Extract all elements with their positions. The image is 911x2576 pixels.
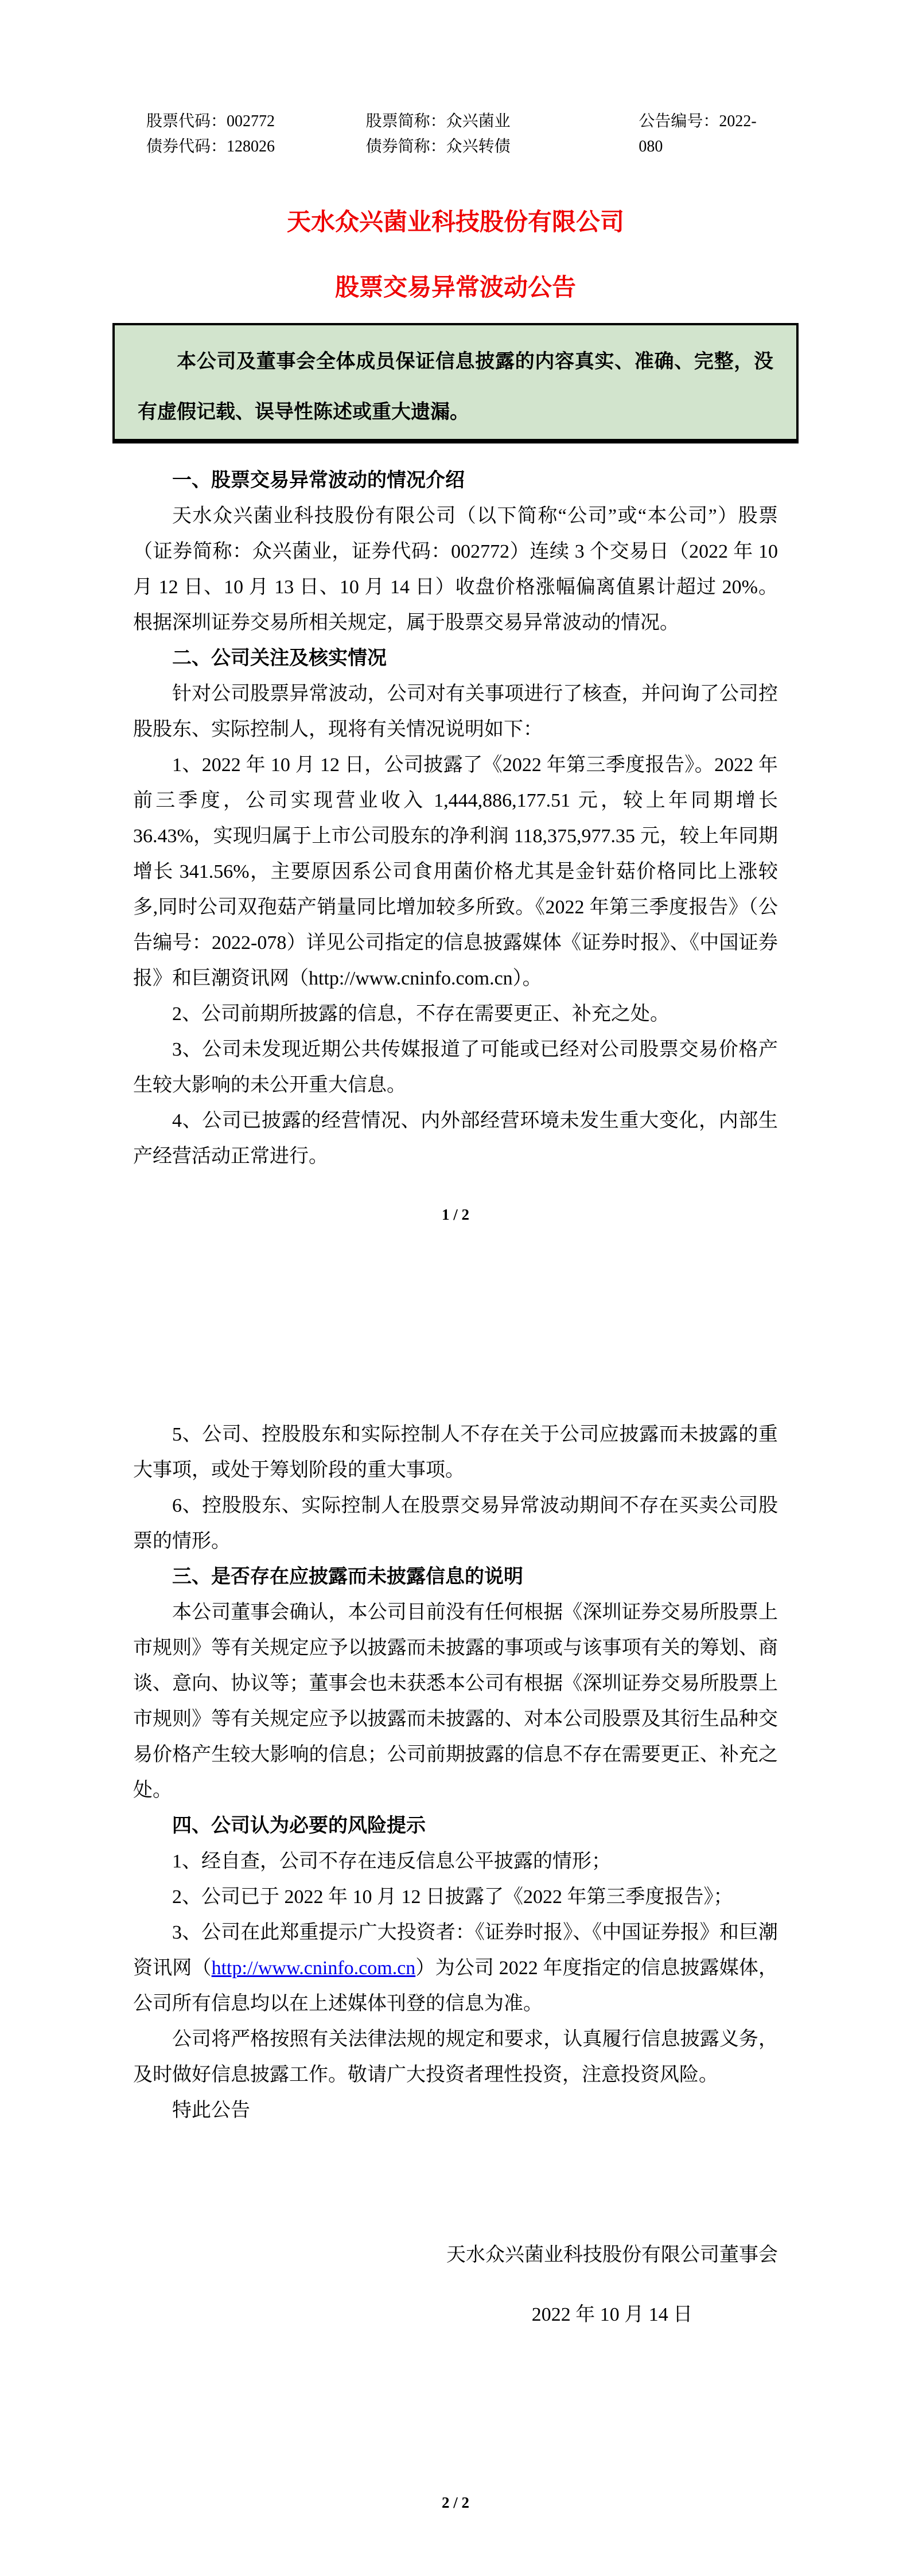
stock-name: 股票简称：众兴菌业 <box>365 112 511 130</box>
section-heading: 一、股票交易异常波动的情况介绍 <box>172 470 465 491</box>
signature-company: 天水众兴菌业科技股份有限公司董事会 <box>446 2244 778 2266</box>
body-paragraph-with-link <box>133 1915 778 2022</box>
body-paragraph: 公司将严格按照有关法律法规的规定和要求，认真履行信息披露义务，及时做好信息披露工作。敬请广大投资者理性投资，注意投资风险。 <box>133 2029 778 2085</box>
body-paragraph: 特此公告 <box>172 2100 250 2121</box>
signature-block <box>0 2238 778 2333</box>
announcement-number: 公告编号：2022-080 <box>639 112 757 155</box>
body-paragraph: 6、控股股东、实际控制人在股票交易异常波动期间不存在买卖公司股票的情形。 <box>133 1495 778 1552</box>
bond-code: 债券代码：128026 <box>146 138 275 155</box>
page2-body <box>0 1288 911 2128</box>
document-meta-header <box>0 0 911 159</box>
body-paragraph: 1、2022 年 10 月 12 日，公司披露了《2022 年第三季度报告》。2022 年前三季度，公司实现营业收入 1,444,886,177.51 元，较上年同期增长 36.43%，实现归属于上市公司股东的净利润 118,375,977.35 元，较上年同期增长 341.56%，主要原因系公司食用菌价格尤其是金针菇价格同比上涨较多,同时公司双孢菇产销量同比增加较多所致。《2022 年第三季度报告》（公告编号：2022-078）详见公司指定的信息披露媒体《证券时报》、《中国证券报》和巨潮资讯网（http://www.cninfo.com.cn）。 <box>133 754 778 989</box>
page-number-footer: 1 / 2 <box>441 1206 469 1223</box>
page1-body <box>0 463 911 1174</box>
signature-inner <box>446 2238 778 2333</box>
body-paragraph: 4、公司已披露的经营情况、内外部经营环境未发生重大变化，内部生产经营活动正常进行。 <box>133 1110 778 1167</box>
page-2 <box>0 1288 911 2576</box>
meta-codes-column <box>146 109 366 159</box>
company-title: 天水众兴菌业科技股份有限公司 <box>286 209 624 236</box>
announcement-title: 股票交易异常波动公告 <box>334 275 576 301</box>
section-heading: 三、是否存在应披露而未披露信息的说明 <box>172 1566 523 1587</box>
meta-names-column <box>366 109 639 159</box>
page-number-footer: 2 / 2 <box>441 2494 469 2511</box>
signature-date: 2022 年 10 月 14 日 <box>531 2304 693 2325</box>
body-paragraph: 2、公司前期所披露的信息，不存在需要更正、补充之处。 <box>172 1003 669 1025</box>
body-paragraph: 本公司董事会确认，本公司目前没有任何根据《深圳证券交易所股票上市规则》等有关规定应予以披露而未披露的事项或与该事项有关的筹划、商谈、意向、协议等；董事会也未获悉本公司有根据《深圳证券交易所股票上市规则》等有关规定应予以披露而未披露的、对本公司股票及其衍生品种交易价格产生较大影响的信息；公司前期披露的信息不存在需要更正、补充之处。 <box>133 1602 778 1801</box>
bond-name: 债券简称：众兴转债 <box>365 138 511 155</box>
body-paragraph: 5、公司、控股股东和实际控制人不存在关于公司应披露而未披露的重大事项，或处于筹划阶段的重大事项。 <box>133 1424 778 1481</box>
paragraph-text-pre: 3、公司在此郑重提示广大投资者：《证券时报》、《中国证券报》和巨潮资讯网（ <box>133 1922 778 1979</box>
section-heading: 二、公司关注及核实情况 <box>172 648 387 669</box>
paragraph-text-post: ）为公司 2022 年度指定的信息披露媒体，公司所有信息均以在上述媒体刊登的信息为准。 <box>133 1958 778 2014</box>
body-paragraph: 天水众兴菌业科技股份有限公司（以下简称“公司”或“本公司”）股票（证券简称：众兴菌业，证券代码：002772）连续 3 个交易日（2022 年 10 月 12 日、10 月 13 日、10 月 14 日）收盘价格涨幅偏离值累计超过 20%。根据深圳证券交易所相关规定，属于股票交易异常波动的情况。 <box>133 505 778 633</box>
cninfo-link[interactable]: http://www.cninfo.com.cn <box>211 1958 416 1979</box>
statement-text: 本公司及董事会全体成员保证信息披露的内容真实、准确、完整，没有虚假记载、误导性陈述或重大遗漏。 <box>138 351 773 423</box>
body-paragraph: 2、公司已于 2022 年 10 月 12 日披露了《2022 年第三季度报告》； <box>172 1886 733 1908</box>
meta-announcement-column <box>639 109 778 159</box>
statement-box <box>112 323 799 443</box>
section-heading: 四、公司认为必要的风险提示 <box>172 1815 426 1836</box>
stock-code: 股票代码：002772 <box>146 112 275 130</box>
body-paragraph: 针对公司股票异常波动，公司对有关事项进行了核查，并问询了公司控股股东、实际控制人，现将有关情况说明如下： <box>133 683 778 740</box>
body-paragraph: 3、公司未发现近期公共传媒报道了可能或已经对公司股票交易价格产生较大影响的未公开重大信息。 <box>133 1039 778 1096</box>
body-paragraph: 1、经自查，公司不存在违反信息公平披露的情形； <box>172 1851 611 1872</box>
